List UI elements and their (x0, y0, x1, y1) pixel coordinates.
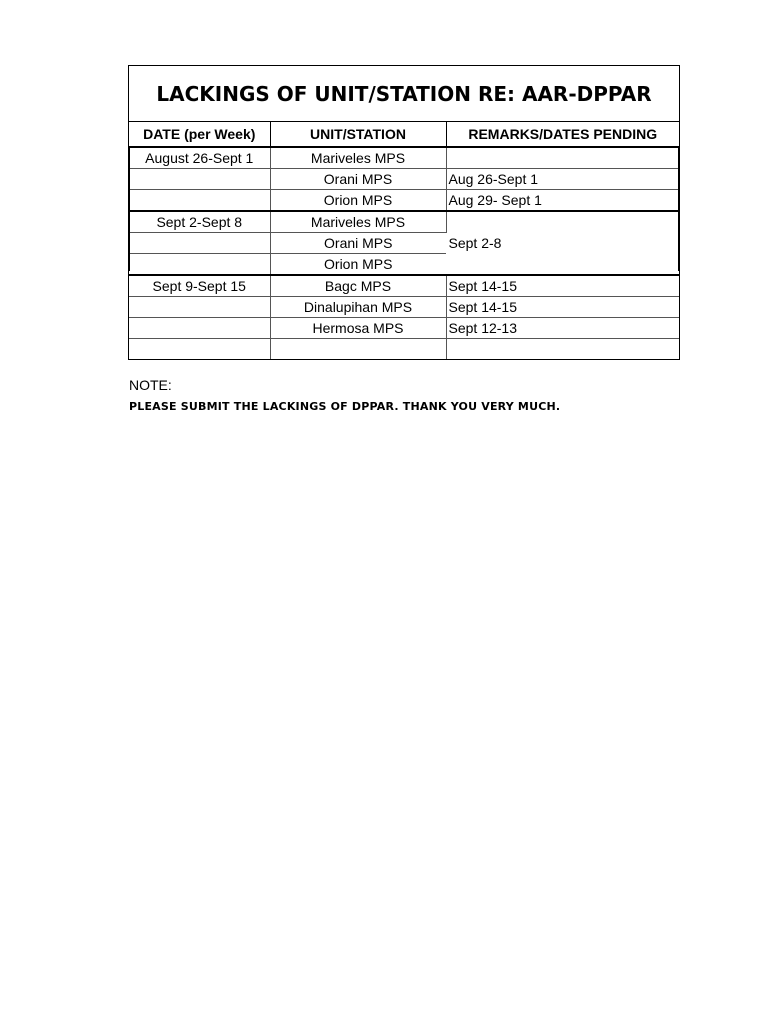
column-header-remarks: REMARKS/DATES PENDING (446, 122, 679, 147)
remarks-cell: Sept 14-15 (446, 275, 679, 297)
date-cell (129, 339, 270, 360)
table-row (129, 169, 679, 190)
unit-cell: Orion MPS (270, 190, 446, 212)
document-title: LACKINGS OF UNIT/STATION RE: AAR-DPPAR (129, 66, 679, 122)
table-row (129, 147, 679, 169)
unit-cell: Orion MPS (270, 254, 446, 276)
remarks-cell (446, 147, 679, 169)
table-row (129, 211, 679, 233)
note-label: NOTE: (129, 377, 172, 393)
note-text: PLEASE SUBMIT THE LACKINGS OF DPPAR. THANK YOU VERY MUCH. (129, 400, 561, 413)
lackings-table-frame (128, 65, 680, 360)
unit-cell: Mariveles MPS (270, 147, 446, 169)
remarks-cell: Sept 14-15 (446, 297, 679, 318)
remarks-cell: Sept 12-13 (446, 318, 679, 339)
unit-cell: Dinalupihan MPS (270, 297, 446, 318)
table-header-row (129, 122, 679, 147)
unit-cell: Orani MPS (270, 233, 446, 254)
unit-cell: Hermosa MPS (270, 318, 446, 339)
date-cell: Sept 9-Sept 15 (129, 275, 270, 297)
column-header-date: DATE (per Week) (129, 122, 270, 147)
remarks-cell: Aug 26-Sept 1 (446, 169, 679, 190)
remarks-cell: Aug 29- Sept 1 (446, 190, 679, 212)
date-cell (129, 254, 270, 276)
unit-cell: Orani MPS (270, 169, 446, 190)
date-cell (129, 297, 270, 318)
date-cell: Sept 2-Sept 8 (129, 211, 270, 233)
table-row (129, 339, 679, 360)
date-cell (129, 318, 270, 339)
date-cell: August 26-Sept 1 (129, 147, 270, 169)
table-row (129, 297, 679, 318)
remarks-cell (446, 339, 679, 360)
unit-cell: Mariveles MPS (270, 211, 446, 233)
column-header-unit: UNIT/STATION (270, 122, 446, 147)
table-row (129, 318, 679, 339)
lackings-table (129, 122, 679, 359)
unit-cell (270, 339, 446, 360)
table-row (129, 190, 679, 212)
date-cell (129, 169, 270, 190)
remarks-cell-merged: Sept 2-8 (446, 211, 679, 275)
unit-cell: Bagc MPS (270, 275, 446, 297)
date-cell (129, 233, 270, 254)
date-cell (129, 190, 270, 212)
table-row (129, 275, 679, 297)
